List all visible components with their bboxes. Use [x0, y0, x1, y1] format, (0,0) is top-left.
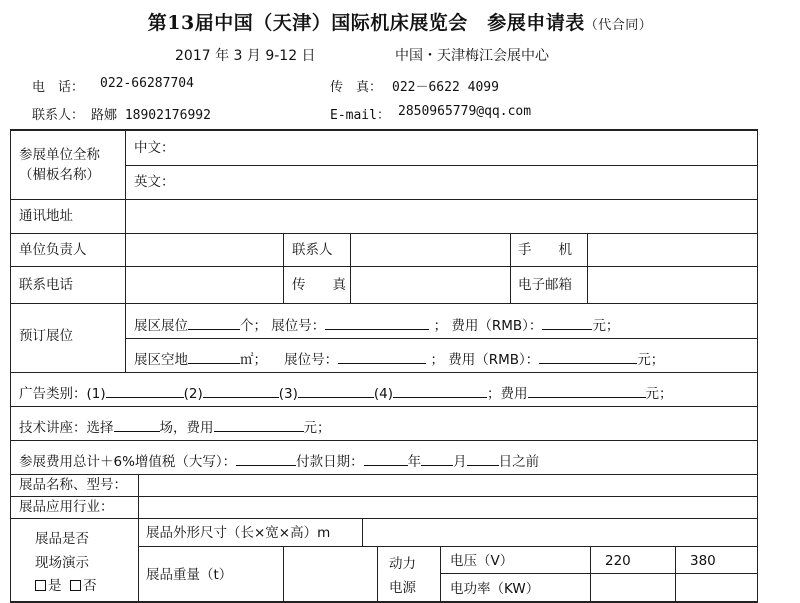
product-name-field[interactable] [142, 477, 752, 494]
email-label: E-mail： [330, 108, 390, 123]
total-row[interactable]: 参展费用总计＋6%增值税（大写）： 付款日期： 年 月 日之前 [19, 451, 539, 471]
demo-label-1: 展品是否 [35, 531, 89, 547]
fax-value: 022－6622 4099 [392, 80, 499, 95]
fax-field-label: 传 真 [292, 277, 346, 293]
head-label: 单位负责人 [19, 242, 87, 258]
booking-label: 预订展位 [19, 328, 73, 344]
ad-row[interactable]: 广告类别：(1) (2) (3) (4) ；费用 元； [19, 383, 673, 403]
document-title: 第13届中国（天津）国际机床展览会 参展申请表（代合同） [147, 12, 653, 34]
no-checkbox[interactable] [70, 580, 81, 591]
exhibition-venue: 中国・天津梅江会展中心 [395, 48, 549, 64]
english-name-field[interactable]: 英文： [134, 174, 175, 190]
email-field-label: 电子邮箱 [518, 277, 572, 293]
address-label: 通讯地址 [19, 208, 73, 224]
weight-label: 展品重量（t） [146, 567, 233, 583]
booking-row-2[interactable]: 展区空地 ㎡； 展位号： ； 费用（RMB）： 元； [134, 349, 664, 369]
mobile-label: 手 机 [518, 242, 572, 258]
industry-label: 展品应用行业： [19, 499, 114, 515]
lecture-row[interactable]: 技术讲座：选择 场，费用 元； [19, 417, 331, 437]
fax-label: 传 真： [330, 80, 383, 95]
voltage-380: 380 [690, 553, 716, 569]
phone-value: 022-66287704 [100, 76, 194, 91]
industry-field[interactable] [142, 499, 752, 516]
voltage-label: 电压（V） [450, 553, 514, 569]
chinese-name-field[interactable]: 中文： [134, 140, 175, 156]
voltage-220: 220 [605, 553, 631, 569]
power-label-1: 动力 [389, 556, 416, 572]
contact-value: 路娜 18902176992 [91, 108, 211, 123]
company-name-label: 参展单位全称 [19, 147, 100, 163]
tel-label: 联系电话 [19, 277, 73, 293]
title-suffix: （代合同） [584, 18, 653, 33]
board-name-label: （楣板名称） [19, 167, 100, 183]
power-label-2: 电源 [389, 580, 416, 596]
power-rating-label: 电功率（KW） [450, 581, 540, 597]
exhibition-date: 2017 年 3 月 9-12 日 [175, 48, 316, 64]
address-field[interactable] [130, 202, 750, 230]
contact-person-label: 联系人 [292, 242, 333, 258]
contact-label: 联系人： [32, 108, 85, 123]
product-name-label: 展品名称、型号： [19, 477, 127, 493]
yes-checkbox[interactable] [35, 580, 46, 591]
booking-row-1[interactable]: 展区展位 个； 展位号： ； 费用（RMB）： 元； [134, 315, 619, 335]
demo-label-2: 现场演示 [35, 555, 89, 571]
dimension-label: 展品外形尺寸（长×宽×高）m [146, 525, 331, 541]
email-value: 2850965779@qq.com [398, 104, 532, 119]
demo-choice: 是 否 [35, 578, 97, 595]
phone-label: 电 话： [32, 80, 85, 95]
